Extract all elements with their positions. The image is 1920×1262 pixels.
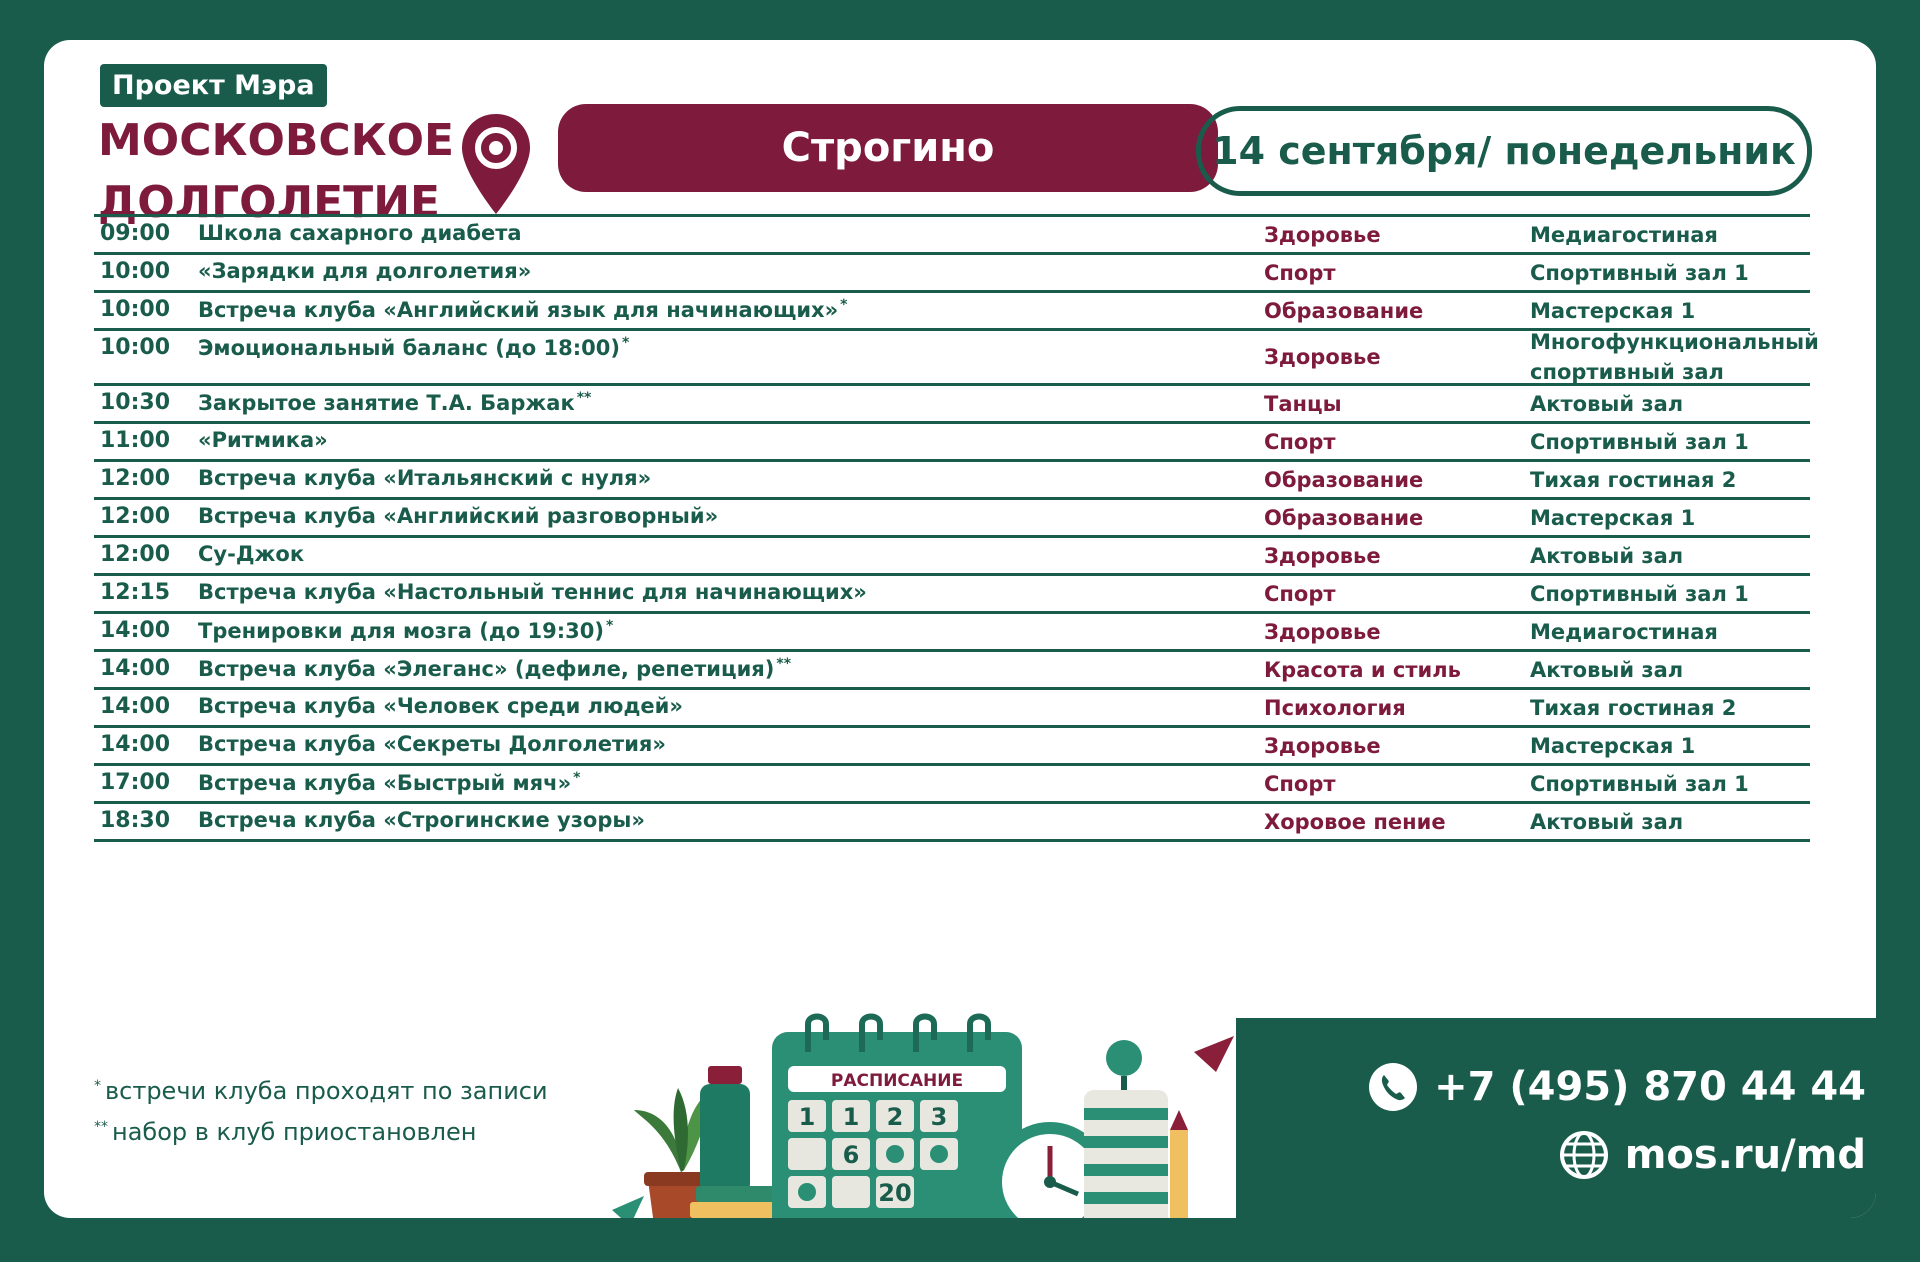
event-category: Образование bbox=[1264, 505, 1424, 530]
event-title-text: Су-Джок bbox=[198, 542, 305, 566]
project-badge: Проект Мэра bbox=[100, 64, 327, 107]
event-time: 11:00 bbox=[100, 428, 171, 453]
calendar-number: 6 bbox=[842, 1141, 860, 1169]
event-room: Спортивный зал 1 bbox=[1530, 260, 1749, 285]
event-category: Образование bbox=[1264, 467, 1424, 492]
event-title bbox=[198, 732, 666, 756]
event-room: Мастерская 1 bbox=[1530, 733, 1696, 758]
calendar-title: РАСПИСАНИЕ bbox=[830, 1071, 964, 1091]
event-time: 14:00 bbox=[100, 656, 171, 681]
phone-icon bbox=[1368, 1062, 1418, 1112]
event-title bbox=[198, 694, 683, 718]
event-time: 10:00 bbox=[100, 297, 171, 322]
schedule-row bbox=[94, 804, 1810, 842]
legend-item-closed bbox=[94, 1109, 548, 1150]
schedule-row bbox=[94, 386, 1810, 424]
legend-text: набор в клуб приостановлен bbox=[112, 1118, 477, 1146]
stacked-boxes-icon bbox=[1084, 1040, 1168, 1218]
event-title bbox=[198, 297, 847, 322]
event-title bbox=[198, 542, 304, 566]
legend-text: встречи клуба проходят по записи bbox=[105, 1077, 548, 1105]
schedule-row bbox=[94, 330, 1819, 386]
event-category: Спорт bbox=[1264, 429, 1336, 454]
globe-icon bbox=[1559, 1130, 1609, 1180]
event-title-text: Школа сахарного диабета bbox=[198, 221, 522, 245]
event-category: Спорт bbox=[1264, 581, 1336, 606]
event-title bbox=[198, 808, 645, 832]
event-title bbox=[198, 504, 718, 528]
calendar-number: 1 bbox=[798, 1103, 816, 1131]
calendar-number: 3 bbox=[930, 1103, 948, 1131]
date-pill: 14 сентября/ понедельник bbox=[1196, 106, 1812, 196]
schedule-row bbox=[94, 293, 1810, 331]
bottle-icon bbox=[700, 1066, 750, 1194]
event-title-text: Встреча клуба «Человек среди людей» bbox=[198, 694, 683, 718]
event-title-text: Встреча клуба «Английский разговорный» bbox=[198, 504, 719, 528]
event-note-mark: * bbox=[840, 297, 848, 313]
event-title-text: «Зарядки для долголетия» bbox=[198, 259, 532, 283]
event-room: Спортивный зал 1 bbox=[1530, 429, 1749, 454]
event-category: Спорт bbox=[1264, 260, 1336, 285]
event-room: Многофункциональный спортивный зал bbox=[1530, 330, 1819, 384]
event-room: Мастерская 1 bbox=[1530, 505, 1696, 530]
event-time: 09:00 bbox=[100, 221, 171, 246]
schedule-row bbox=[94, 576, 1810, 614]
brand-line-2: ДОЛГОЛЕТИЕ bbox=[98, 177, 441, 228]
event-time: 10:00 bbox=[100, 335, 171, 360]
event-title bbox=[198, 335, 629, 360]
schedule-row bbox=[94, 462, 1810, 500]
event-title bbox=[198, 428, 328, 452]
event-room: Мастерская 1 bbox=[1530, 298, 1696, 323]
event-category: Психология bbox=[1264, 695, 1406, 720]
paper-plane-icon bbox=[612, 1196, 644, 1218]
event-title-text: Встреча клуба «Английский язык для начинающих» bbox=[198, 298, 839, 322]
schedule-table bbox=[94, 214, 1819, 842]
event-title-text: Встреча клуба «Строгинские узоры» bbox=[198, 808, 645, 832]
event-room: Актовый зал bbox=[1530, 543, 1684, 568]
event-time: 12:00 bbox=[100, 466, 171, 491]
event-category: Спорт bbox=[1264, 771, 1336, 796]
schedule-card bbox=[44, 40, 1876, 1218]
event-title-text: Встреча клуба «Элеганс» (дефиле, репетиция) bbox=[198, 657, 775, 681]
paper-plane-icon bbox=[1194, 1036, 1234, 1072]
event-time: 12:00 bbox=[100, 542, 171, 567]
phone-number[interactable]: +7 (495) 870 44 44 bbox=[1434, 1064, 1866, 1110]
calendar-number: 20 bbox=[878, 1179, 912, 1207]
legend-mark: ** bbox=[94, 1119, 108, 1135]
event-room: Актовый зал bbox=[1530, 809, 1684, 834]
event-title bbox=[198, 618, 613, 643]
event-title-text: Встреча клуба «Секреты Долголетия» bbox=[198, 732, 666, 756]
event-time: 14:00 bbox=[100, 618, 171, 643]
legend-mark: * bbox=[94, 1078, 101, 1094]
schedule-row bbox=[94, 728, 1810, 766]
website-link[interactable]: mos.ru/md bbox=[1624, 1132, 1866, 1178]
schedule-row bbox=[94, 614, 1810, 652]
event-category: Хоровое пение bbox=[1264, 809, 1446, 834]
event-category: Образование bbox=[1264, 298, 1424, 323]
event-title bbox=[198, 466, 651, 490]
event-category: Здоровье bbox=[1264, 733, 1381, 758]
event-time: 12:00 bbox=[100, 504, 171, 529]
event-category: Здоровье bbox=[1264, 543, 1381, 568]
event-note-mark: ** bbox=[776, 656, 792, 672]
calendar-icon bbox=[772, 1017, 1022, 1219]
event-note-mark: * bbox=[573, 770, 581, 786]
event-title bbox=[198, 580, 867, 604]
event-title-text: Закрытое занятие Т.А. Баржак bbox=[198, 391, 575, 415]
event-time: 10:30 bbox=[100, 390, 171, 415]
schedule-row bbox=[94, 255, 1810, 293]
event-time: 18:30 bbox=[100, 808, 171, 833]
contacts-band bbox=[1236, 1018, 1876, 1218]
event-note-mark: ** bbox=[576, 390, 592, 406]
event-note-mark: * bbox=[605, 618, 614, 634]
schedule-row bbox=[94, 217, 1810, 255]
district-pill: Строгино bbox=[558, 104, 1218, 192]
event-title bbox=[198, 656, 791, 681]
event-category: Здоровье bbox=[1264, 345, 1381, 369]
event-title-text: Встреча клуба «Быстрый мяч» bbox=[198, 771, 572, 795]
event-title bbox=[198, 390, 591, 415]
site-row bbox=[1559, 1130, 1866, 1180]
event-room: Спортивный зал 1 bbox=[1530, 581, 1749, 606]
location-pin-icon bbox=[456, 110, 536, 220]
event-room: Тихая гостиная 2 bbox=[1530, 695, 1737, 720]
schedule-row bbox=[94, 766, 1810, 804]
event-time: 14:00 bbox=[100, 694, 171, 719]
event-time: 12:15 bbox=[100, 580, 171, 605]
event-category: Танцы bbox=[1264, 391, 1342, 416]
schedule-row bbox=[94, 424, 1810, 462]
event-title bbox=[198, 770, 580, 795]
schedule-row bbox=[94, 690, 1810, 728]
event-title-text: «Ритмика» bbox=[198, 428, 328, 452]
event-title-text: Встреча клуба «Итальянский с нуля» bbox=[198, 466, 652, 490]
event-room: Спортивный зал 1 bbox=[1530, 771, 1749, 796]
legend bbox=[94, 1068, 548, 1150]
event-title-text: Эмоциональный баланс (до 18:00) bbox=[198, 336, 620, 360]
event-title bbox=[198, 259, 531, 283]
event-note-mark: * bbox=[621, 335, 630, 351]
schedule-row bbox=[94, 652, 1810, 690]
calendar-number: 1 bbox=[842, 1103, 860, 1131]
event-room: Актовый зал bbox=[1530, 657, 1684, 682]
schedule-illustration bbox=[604, 980, 1324, 1218]
event-room: Медиагостиная bbox=[1530, 222, 1718, 247]
event-category: Красота и стиль bbox=[1264, 657, 1461, 682]
event-category: Здоровье bbox=[1264, 619, 1381, 644]
calendar-number: 2 bbox=[886, 1103, 904, 1131]
event-room: Тихая гостиная 2 bbox=[1530, 467, 1737, 492]
event-room: Актовый зал bbox=[1530, 391, 1684, 416]
event-category: Здоровье bbox=[1264, 222, 1381, 247]
schedule-row bbox=[94, 538, 1810, 576]
event-time: 14:00 bbox=[100, 732, 171, 757]
legend-item-booking bbox=[94, 1068, 548, 1109]
phone-row bbox=[1368, 1062, 1866, 1112]
event-time: 10:00 bbox=[100, 259, 171, 284]
event-room: Медиагостиная bbox=[1530, 619, 1718, 644]
event-title-text: Тренировки для мозга (до 19:30) bbox=[198, 619, 604, 643]
schedule-row bbox=[94, 500, 1810, 538]
event-title bbox=[198, 221, 522, 245]
event-title-text: Встреча клуба «Настольный теннис для начинающих» bbox=[198, 580, 867, 604]
event-time: 17:00 bbox=[100, 770, 171, 795]
brand-line-1: МОСКОВСКОЕ bbox=[98, 115, 455, 166]
